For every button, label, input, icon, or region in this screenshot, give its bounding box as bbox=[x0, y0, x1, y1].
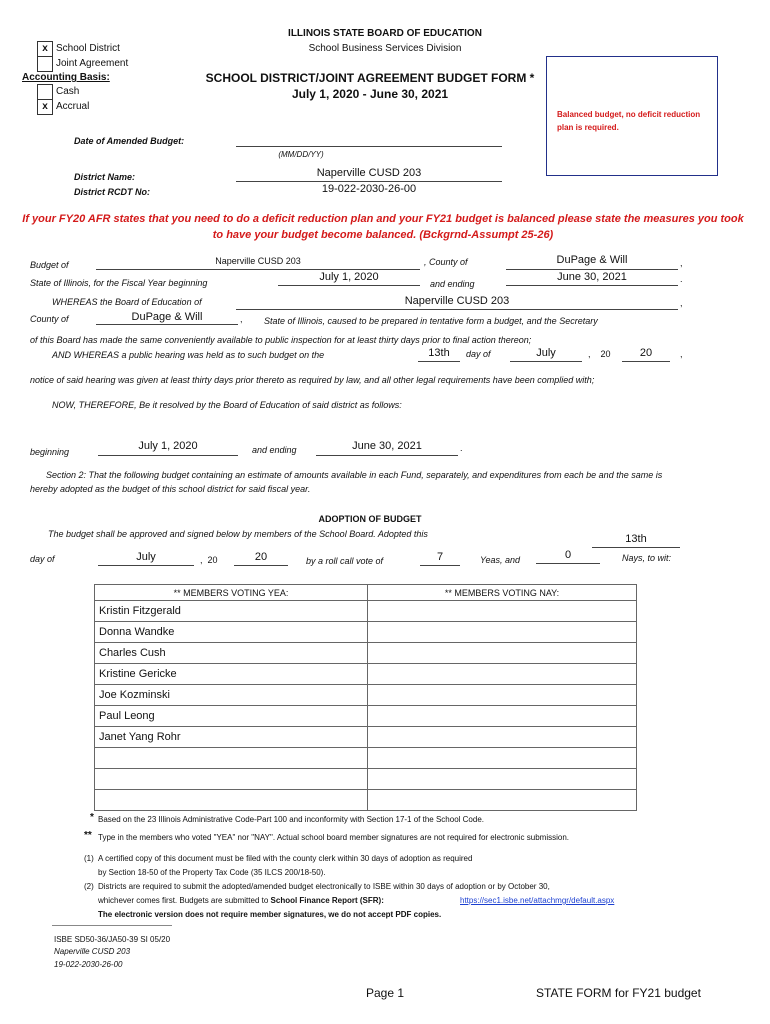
nay-member[interactable] bbox=[368, 706, 637, 727]
yea-member[interactable]: Charles Cush bbox=[95, 643, 368, 664]
whereas-label: WHEREAS the Board of Education of bbox=[52, 297, 202, 307]
table-row bbox=[95, 643, 637, 664]
period-1: . bbox=[680, 274, 683, 284]
adoption-day-underline bbox=[592, 547, 680, 548]
footnote-star2-mark: ** bbox=[84, 830, 92, 841]
fiscal-period: July 1, 2020 - June 30, 2021 bbox=[291, 87, 449, 101]
nay-member[interactable] bbox=[368, 685, 637, 706]
amended-date-format: (MM/DD/YY) bbox=[278, 150, 324, 159]
comma-2: , bbox=[680, 298, 683, 308]
and-ending2-label: and ending bbox=[252, 445, 297, 455]
yea-member[interactable] bbox=[95, 790, 368, 811]
footnote-star1-mark: * bbox=[90, 812, 94, 823]
balanced-budget-box bbox=[546, 56, 718, 176]
hearing-month-value[interactable]: July bbox=[536, 347, 556, 359]
members-vote-table bbox=[94, 584, 637, 811]
note-1-mark: (1) bbox=[84, 854, 94, 863]
amended-date-field[interactable] bbox=[236, 146, 502, 147]
adoption-year-value[interactable]: 20 bbox=[254, 551, 268, 563]
fiscal-end-value[interactable]: June 30, 2021 bbox=[557, 271, 627, 283]
school-district-checkbox[interactable]: x bbox=[37, 41, 53, 57]
table-row bbox=[95, 601, 637, 622]
adoption-day-of: day of bbox=[30, 554, 55, 564]
hearing-year-value[interactable]: 20 bbox=[639, 347, 653, 359]
sfr-label: School Finance Report (SFR): bbox=[270, 896, 384, 905]
nay-member[interactable] bbox=[368, 664, 637, 685]
amended-date-label: Date of Amended Budget: bbox=[74, 136, 185, 146]
now-therefore-text: NOW, THEREFORE, Be it resolved by the Board of Education of said district as follows: bbox=[52, 400, 402, 410]
school-district-label: School District bbox=[56, 43, 120, 54]
district-name-label: District Name: bbox=[74, 172, 136, 182]
hearing-day-value[interactable]: 13th bbox=[428, 347, 450, 359]
comma-4: , bbox=[680, 349, 683, 359]
yea-member[interactable]: Paul Leong bbox=[95, 706, 368, 727]
county-of-label: , County of bbox=[424, 257, 468, 267]
adoption-title: ADOPTION OF BUDGET bbox=[318, 514, 422, 524]
whereas-value[interactable]: Naperville CUSD 203 bbox=[404, 295, 510, 307]
ending-underline bbox=[316, 455, 458, 456]
yeas-underline bbox=[420, 565, 460, 566]
county2-underline bbox=[96, 324, 238, 325]
board-text: of this Board has made the same conveniently available to public inspection for at least thirty days prior to final action thereon; bbox=[30, 335, 532, 345]
beginning-label: beginning bbox=[30, 447, 70, 457]
adoption-month-underline bbox=[98, 565, 194, 566]
nay-member[interactable] bbox=[368, 748, 637, 769]
table-row bbox=[95, 748, 637, 769]
hearing-day-underline bbox=[418, 361, 460, 362]
table-row bbox=[95, 685, 637, 706]
state-text: State of Illinois, caused to be prepared in tentative form a budget, and the Secretary bbox=[264, 316, 598, 326]
adoption-comma-20: , 20 bbox=[200, 555, 218, 565]
yeas-label: Yeas, and bbox=[480, 555, 521, 565]
period-2: . bbox=[460, 443, 463, 453]
yea-member[interactable]: Janet Yang Rohr bbox=[95, 727, 368, 748]
whereas-underline bbox=[236, 309, 678, 310]
sfr-link[interactable]: https://sec1.isbe.net/attachmgr/default.aspx bbox=[460, 896, 615, 905]
hearing-month-underline bbox=[510, 361, 582, 362]
nays-label: Nays, to wit: bbox=[622, 553, 672, 563]
county2-value[interactable]: DuPage & Will bbox=[131, 311, 203, 323]
nay-member[interactable] bbox=[368, 643, 637, 664]
budget-of-label: Budget of bbox=[30, 260, 69, 270]
note-2-line-b bbox=[98, 896, 384, 905]
district-rcdt-value[interactable]: 19-022-2030-26-00 bbox=[321, 183, 417, 195]
table-row bbox=[95, 727, 637, 748]
nay-member[interactable] bbox=[368, 769, 637, 790]
footer-form-code: ISBE SD50-36/JA50-39 SI 05/20 bbox=[54, 935, 171, 944]
accrual-label: Accrual bbox=[56, 101, 90, 112]
footnote-star2: Type in the members who voted "YEA" nor "NAY". Actual school board member signatures are not required for electronic submission. bbox=[98, 833, 569, 842]
adoption-day-value[interactable]: 13th bbox=[625, 533, 647, 545]
table-row bbox=[95, 790, 637, 811]
table-row bbox=[95, 769, 637, 790]
budget-of-underline bbox=[96, 269, 420, 270]
note-2-line-a: Districts are required to submit the adopted/amended budget electronically to ISBE within 30 days of adoption or by October 30, bbox=[98, 882, 550, 891]
note-2-line-c: The electronic version does not require member signatures, we do not accept PDF copies. bbox=[98, 910, 442, 919]
joint-agreement-checkbox[interactable] bbox=[37, 56, 53, 72]
table-row bbox=[95, 622, 637, 643]
yea-member[interactable]: Kristin Fitzgerald bbox=[95, 601, 368, 622]
section-2-text: Section 2: That the following budget containing an estimate of amounts available in each Fund, separately, and expenditures from each be and the same is hereby adopted as the budget of this school district for said fiscal year. bbox=[30, 470, 663, 494]
note-1-line-a: A certified copy of this document must be filed with the county clerk within 30 days of adoption as required bbox=[98, 854, 473, 863]
district-name-underline bbox=[236, 181, 502, 182]
adoption-text: The budget shall be approved and signed below by members of the School Board. Adopted this bbox=[48, 529, 428, 539]
note-2-mark: (2) bbox=[84, 882, 94, 891]
nays-count[interactable]: 0 bbox=[564, 549, 572, 561]
county-value[interactable]: DuPage & Will bbox=[556, 254, 628, 266]
hearing-day-of: day of bbox=[466, 349, 491, 359]
yea-member[interactable]: Kristine Gericke bbox=[95, 664, 368, 685]
joint-agreement-label: Joint Agreement bbox=[56, 58, 129, 69]
table-row bbox=[95, 706, 637, 727]
nays-underline bbox=[536, 563, 600, 564]
footer-district: Naperville CUSD 203 bbox=[54, 947, 131, 956]
notice-text: notice of said hearing was given at least thirty days prior thereto as required by law, and all other legal requirements have been complied with; bbox=[30, 375, 595, 385]
beginning-underline bbox=[98, 455, 238, 456]
hearing-text: AND WHEREAS a public hearing was held as to such budget on the bbox=[52, 350, 325, 360]
note-2-pre: whichever comes first. Budgets are submitted to bbox=[98, 896, 271, 905]
table-row bbox=[95, 664, 637, 685]
hearing-year-underline bbox=[622, 361, 670, 362]
accounting-basis-label: Accounting Basis: bbox=[22, 72, 110, 83]
division-title: School Business Services Division bbox=[308, 43, 462, 54]
ending-value[interactable]: June 30, 2021 bbox=[352, 440, 422, 452]
nay-member[interactable] bbox=[368, 622, 637, 643]
footer-form-name: STATE FORM for FY21 budget bbox=[536, 986, 701, 1000]
footnote-star1: Based on the 23 Illinois Administrative Code-Part 100 and inconformity with Section 17-1 of the School Code. bbox=[98, 815, 484, 824]
district-name-value[interactable]: Naperville CUSD 203 bbox=[316, 167, 422, 179]
footer-rcdt: 19-022-2030-26-00 bbox=[54, 960, 123, 969]
page-number: Page 1 bbox=[366, 986, 405, 1000]
footer-divider bbox=[52, 925, 172, 926]
and-ending-label: and ending bbox=[430, 279, 475, 289]
fiscal-begin-value[interactable]: July 1, 2020 bbox=[319, 271, 379, 283]
yea-member[interactable] bbox=[95, 769, 368, 790]
yea-member[interactable]: Donna Wandke bbox=[95, 622, 368, 643]
form-title: SCHOOL DISTRICT/JOINT AGREEMENT BUDGET FORM * bbox=[205, 71, 535, 85]
nay-member[interactable] bbox=[368, 601, 637, 622]
yea-header: ** MEMBERS VOTING YEA: bbox=[95, 585, 368, 601]
adoption-year-underline bbox=[234, 565, 288, 566]
yea-member[interactable]: Joe Kozminski bbox=[95, 685, 368, 706]
fiscal-year-label: State of Illinois, for the Fiscal Year beginning bbox=[30, 278, 208, 288]
cash-checkbox[interactable] bbox=[37, 84, 53, 100]
district-rcdt-label: District RCDT No: bbox=[74, 187, 150, 197]
nay-header: ** MEMBERS VOTING NAY: bbox=[368, 585, 637, 601]
accrual-checkbox[interactable]: x bbox=[37, 99, 53, 115]
members-header-row bbox=[95, 585, 637, 601]
deficit-warning: If your FY20 AFR states that you need to do a deficit reduction plan and your FY21 budget is balanced please state the measures you took to have your budget become balanced. (Bckgrnd-Assumpt 25-26) bbox=[22, 213, 744, 241]
yeas-count[interactable]: 7 bbox=[436, 551, 444, 563]
nay-member[interactable] bbox=[368, 790, 637, 811]
yea-member[interactable] bbox=[95, 748, 368, 769]
note-1-line-b: by Section 18-50 of the Property Tax Code (35 ILCS 200/18-50). bbox=[98, 868, 326, 877]
fiscal-begin-underline bbox=[278, 285, 420, 286]
hearing-comma-20: , 20 bbox=[588, 349, 611, 359]
nay-member[interactable] bbox=[368, 727, 637, 748]
roll-call-label: by a roll call vote of bbox=[306, 556, 384, 566]
beginning-value[interactable]: July 1, 2020 bbox=[138, 440, 198, 452]
balanced-budget-note: Balanced budget, no deficit reduction plan is required. bbox=[557, 110, 701, 132]
adoption-month-value[interactable]: July bbox=[136, 551, 156, 563]
cash-label: Cash bbox=[56, 86, 80, 97]
comma-3: , bbox=[240, 314, 243, 324]
comma-1: , bbox=[680, 258, 683, 268]
budget-of-value[interactable]: Naperville CUSD 203 bbox=[215, 256, 301, 266]
county-underline bbox=[506, 269, 678, 270]
county2-label: County of bbox=[30, 314, 69, 324]
fiscal-end-underline bbox=[506, 285, 678, 286]
agency-title: ILLINOIS STATE BOARD OF EDUCATION bbox=[288, 28, 482, 39]
